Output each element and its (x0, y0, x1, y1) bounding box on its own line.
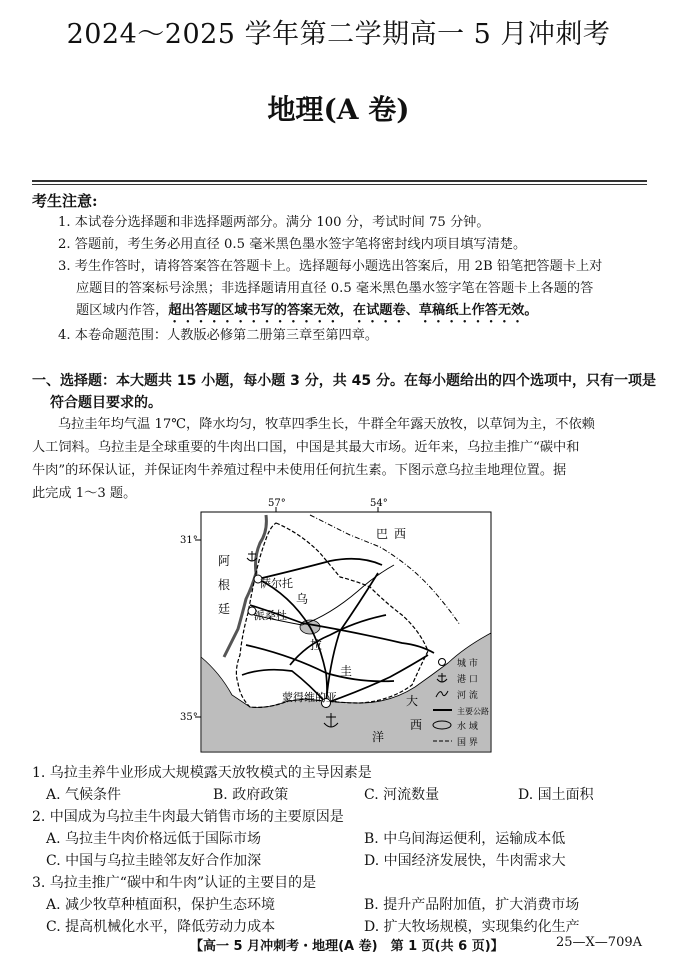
lat-label-31: 31° (180, 535, 198, 546)
label-atlantic-1: 大 (406, 694, 419, 708)
lon-label-54: 54° (370, 498, 388, 509)
passage-line-1: 乌拉圭年均气温 17℃，降水均匀，牧草四季生长，牛群全年露天放牧，以草饲为主，不依赖 (58, 417, 595, 432)
legend-label-road: 主要公路 (457, 707, 489, 716)
question-2-option-b: B. 中乌间海运便利，运输成本低 (364, 831, 566, 847)
legend-water-icon (433, 721, 451, 729)
section-heading-line-2: 符合题目要求的。 (50, 395, 162, 411)
legend-label-port: 港 口 (457, 675, 478, 685)
notice-item-2: 2. 答题前，考生务必用直径 0.5 毫米黑色墨水签字笔将密封线内项目填写清楚。 (58, 237, 527, 252)
label-atlantic-2: 西 (410, 718, 423, 732)
question-3-option-b: B. 提升产品附加值，扩大消费市场 (364, 897, 580, 913)
notice-item-4: 4. 本卷命题范围：人教版必修第二册第三章至第四章。 (58, 328, 379, 343)
question-2-option-a: A. 乌拉圭牛肉价格远低于国际市场 (46, 831, 262, 847)
passage-line-3: 牛肉”的环保认证，并保证肉牛养殖过程中未使用任何抗生素。下图示意乌拉圭地理位置。据 (32, 463, 567, 478)
label-salto: 萨尔托 (260, 577, 293, 590)
notice-item-3-plain: 题区域内作答， (76, 303, 169, 318)
footer-page-info: 【高一 5 月冲刺考・地理(A 卷) 第 1 页(共 6 页)】 (190, 939, 504, 954)
label-argentina-2: 根 (218, 578, 231, 592)
legend-label-water: 水 域 (457, 722, 478, 732)
question-1-option-a: A. 气候条件 (46, 787, 122, 803)
legend-label-river: 河 流 (457, 691, 478, 701)
legend-label-city: 城 市 (457, 659, 478, 669)
label-montevideo: 蒙得维的亚 (282, 691, 337, 704)
notice-heading: 考生注意: (32, 192, 98, 210)
question-3-stem: 3. 乌拉圭推广“碳中和牛肉”认证的主要目的是 (32, 875, 317, 891)
section-heading-line-1: 一、选择题：本大题共 15 小题，每小题 3 分，共 45 分。在每小题给出的四个选项中，只有一项是 (32, 373, 656, 389)
notice-item-1: 1. 本试卷分选择题和非选择题两部分。满分 100 分，考试时间 75 分钟。 (58, 215, 490, 230)
question-1-stem: 1. 乌拉圭养牛业形成大规模露天放牧模式的主导因素是 (32, 765, 372, 781)
question-2-option-d: D. 中国经济发展快，牛肉需求大 (364, 853, 566, 869)
label-argentina-1: 阿 (218, 554, 231, 568)
label-atlantic-3: 洋 (372, 730, 385, 744)
label-uruguay-1: 乌 (296, 592, 309, 606)
question-2-option-c: C. 中国与乌拉圭睦邻友好合作加深 (46, 853, 262, 869)
lat-label-35: 35° (180, 712, 198, 723)
question-1-option-b: B. 政府政策 (213, 787, 289, 803)
notice-item-3-line-1: 3. 考生作答时，请将答案答在答题卡上。选择题每小题选出答案后，用 2B 铅笔把答题卡上对 (58, 259, 603, 274)
question-1-option-c: C. 河流数量 (364, 787, 440, 803)
label-brazil-2: 西 (394, 527, 407, 541)
section-heading (32, 370, 656, 414)
question-3-option-c: C. 提高机械化水平，降低劳动力成本 (46, 919, 276, 935)
question-2-stem: 2. 中国成为乌拉圭牛肉最大销售市场的主要原因是 (32, 809, 344, 825)
footer-code: 25—X—709A (556, 935, 642, 950)
exam-title: 2024～2025 学年第二学期高一 5 月冲刺考 (66, 19, 611, 50)
question-3-option-d: D. 扩大牧场规模，实现集约化生产 (364, 919, 580, 935)
notice-item-3-line-2: 应题目的答案标号涂黑；非选择题请用直径 0.5 毫米黑色墨水签字笔在答题卡上各题的答 (76, 281, 594, 296)
notice-item-3-emphasis: 超出答题区域书写的答案无效，在试题卷、草稿纸上作答无效。 (168, 303, 538, 318)
legend-city-icon (439, 659, 446, 666)
label-argentina-3: 廷 (218, 602, 231, 616)
notice-item-3-line-3 (76, 300, 538, 326)
header-rule-thin (32, 184, 647, 185)
lon-label-57: 57° (268, 498, 286, 509)
legend-label-border: 国 界 (457, 738, 478, 748)
label-brazil-1: 巴 (376, 527, 389, 541)
passage-line-2: 人工饲料。乌拉圭是全球重要的牛肉出口国，中国是其最大市场。近年来，乌拉圭推广“碳中和 (32, 440, 580, 455)
question-1-option-d: D. 国土面积 (518, 787, 594, 803)
label-paysandu: 派桑杜 (254, 609, 287, 622)
subject-title: 地理(A 卷) (267, 93, 410, 126)
passage-line-4: 此完成 1～3 题。 (32, 486, 137, 501)
header-rule-thick (32, 180, 647, 182)
uruguay-map (180, 495, 510, 760)
label-uruguay-3: 圭 (340, 664, 353, 678)
label-uruguay-2: 拉 (310, 638, 323, 652)
question-3-option-a: A. 减少牧草种植面积，保护生态环境 (46, 897, 276, 913)
